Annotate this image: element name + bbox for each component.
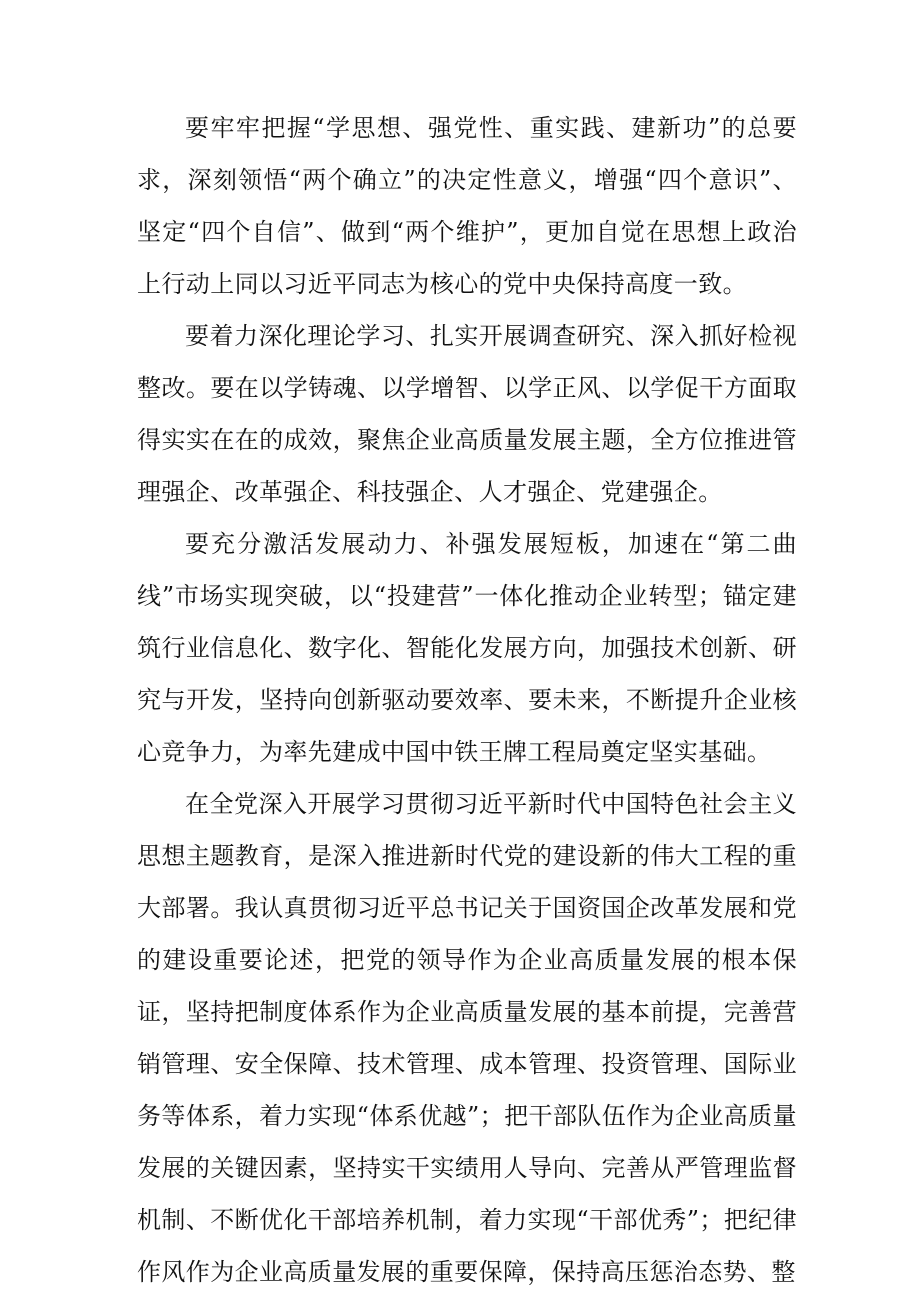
paragraph-2: 要着力深化理论学习、扎实开展调查研究、深入抓好检视整改。要在以学铸魂、以学增智、以学正风、以学促干方面取得实实在在的成效，聚焦企业高质量发展主题，全方位推进管理强企、改革强企、科技强企、人才强企、党建强企。 [137, 322, 797, 506]
paragraph-4: 在全党深入开展学习贯彻习近平新时代中国特色社会主义思想主题教育，是深入推进新时代党的建设新的伟大工程的重大部署。我认真贯彻习近平总书记关于国资国企改革发展和党的建设重要论述，把党的领导作为企业高质量发展的根本保证，坚持把制度体系作为企业高质量发展的基本前提，完善营销管理、安全保障、技术管理、成本管理、投资管理、国际业务等体系，着力实现“体系优越”；把干部队伍作为企业高质量发展的关键因素，坚持实干实绩用人导向、完善从严管理监督机制、不断优化干部培养机制，着力实现“干部优秀”；把纪律作风作为企业高质量发展的重要保障，保持高压惩治态势、整 [137, 790, 797, 1286]
paragraph-1: 要牢牢把握“学思想、强党性、重实践、建新功”的总要求，深刻领悟“两个确立”的决定性意义，增强“四个意识”、坚定“四个自信”、做到“两个维护”，更加自觉在思想上政治上行动上同以习近平同志为核心的党中央保持高度一致。 [137, 114, 797, 298]
document-body [137, 102, 797, 1298]
paragraph-3: 要充分激活发展动力、补强发展短板，加速在“第二曲线”市场实现突破，以“投建营”一体化推动企业转型；锚定建筑行业信息化、数字化、智能化发展方向，加强技术创新、研究与开发，坚持向创新驱动要效率、要未来，不断提升企业核心竞争力，为率先建成中国中铁王牌工程局奠定坚实基础。 [137, 530, 797, 766]
